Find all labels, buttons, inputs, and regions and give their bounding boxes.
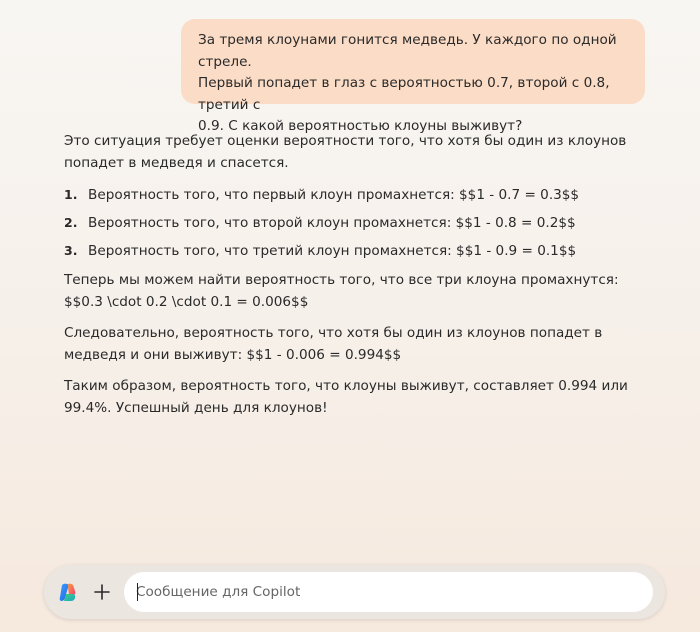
list-item — [64, 212, 654, 240]
answer-consequently: Следовательно, вероятность того, что хотя бы один из клоунов попадет в медведя и они выживут: $$1 - 0.006 = 0.994$$ — [64, 325, 603, 363]
assistant-message — [64, 131, 654, 419]
message-input-container[interactable] — [124, 572, 653, 612]
list-text: Вероятность того, что первый клоун промахнется: $$1 - 0.7 = 0.3$$ — [88, 187, 580, 203]
message-input[interactable] — [136, 572, 641, 612]
list-number: 1. — [64, 187, 78, 202]
add-button[interactable] — [90, 580, 114, 604]
plus-icon — [94, 584, 110, 600]
list-item — [64, 240, 654, 268]
text-caret — [137, 583, 138, 601]
list-item — [64, 184, 654, 212]
message-composer — [44, 565, 665, 619]
answer-all-miss: Теперь мы можем найти вероятность того, что все три клоуна промахнутся: $$0.3 \cdot 0.2 \cdot 0.1 = 0.006$$ — [64, 272, 619, 310]
answer-intro: Это ситуация требует оценки вероятности того, что хотя бы один из клоунов попадет в медведя и спасется. — [64, 133, 627, 171]
steps-list — [64, 184, 654, 268]
user-message-line: Первый попадет в глаз с вероятностью 0.7, второй с 0.8, третий с — [198, 75, 610, 113]
user-message-line: За тремя клоунами гонится медведь. У каждого по одной стреле. — [198, 32, 617, 70]
list-text: Вероятность того, что третий клоун промахнется: $$1 - 0.9 = 0.1$$ — [88, 243, 577, 259]
list-number: 2. — [64, 215, 78, 230]
user-message-bubble — [181, 19, 645, 134]
answer-conclusion: Таким образом, вероятность того, что клоуны выживут, составляет 0.994 или 99.4%. Успешный день для клоунов! — [64, 378, 628, 416]
user-message-line: 0.9. С какой вероятностью клоуны выживут? — [198, 118, 523, 134]
list-text: Вероятность того, что второй клоун промахнется: $$1 - 0.8 = 0.2$$ — [88, 215, 576, 231]
list-number: 3. — [64, 243, 78, 258]
copilot-logo-icon[interactable] — [57, 582, 78, 603]
